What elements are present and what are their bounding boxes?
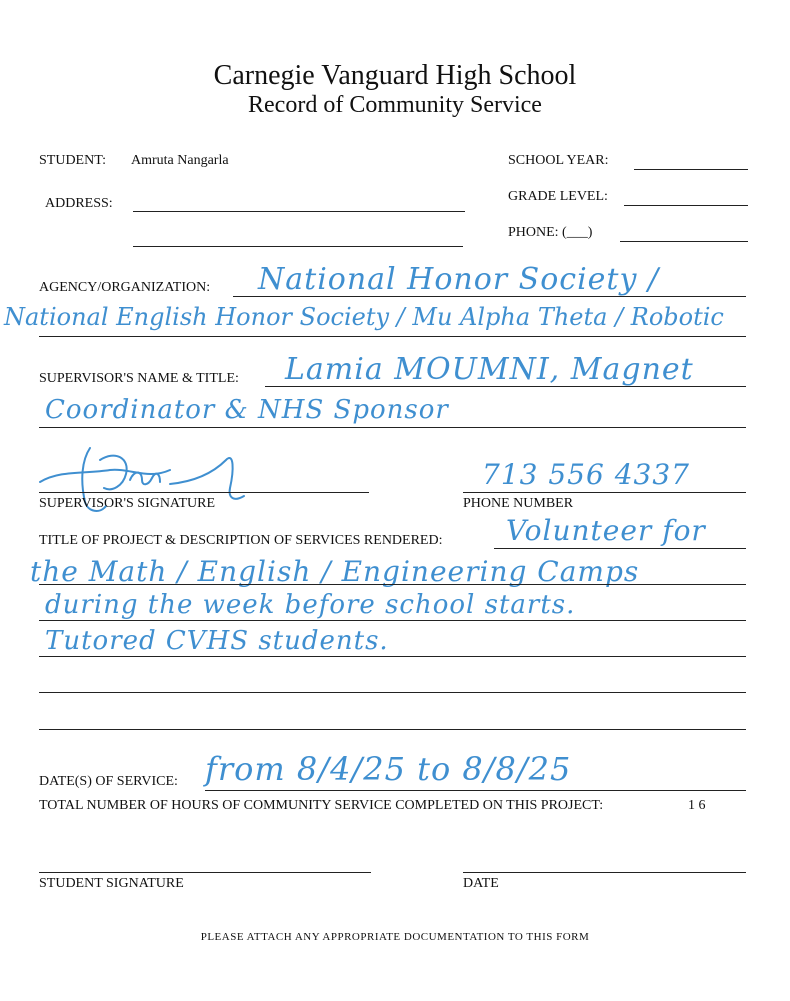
project-field-line-4[interactable] [39, 656, 746, 657]
dates-field-line[interactable] [205, 790, 746, 791]
student-name-value[interactable]: Amruta Nangarla [131, 153, 229, 168]
agency-field-line-1[interactable] [233, 296, 746, 297]
address-field-line-2[interactable] [133, 246, 463, 247]
supervisor-handwritten-line-1[interactable]: Lamia MOUMNI, Magnet [285, 352, 694, 387]
project-field-line-2[interactable] [39, 584, 746, 585]
supervisor-field-line-2[interactable] [39, 427, 746, 428]
attachment-note: PLEASE ATTACH ANY APPROPRIATE DOCUMENTATION TO THIS FORM [200, 931, 590, 943]
school-year-label: SCHOOL YEAR: [508, 153, 609, 168]
agency-field-line-2[interactable] [39, 336, 746, 337]
school-year-field[interactable] [634, 169, 748, 170]
hours-label: TOTAL NUMBER OF HOURS OF COMMUNITY SERVICE COMPLETED ON THIS PROJECT: [39, 798, 604, 813]
supervisor-field-line-1[interactable] [265, 386, 746, 387]
project-handwritten-line-1[interactable]: Volunteer for [506, 514, 706, 547]
project-field-line-6[interactable] [39, 729, 746, 730]
supervisor-label: SUPERVISOR'S NAME & TITLE: [39, 371, 239, 386]
supervisor-signature-label: SUPERVISOR'S SIGNATURE [39, 496, 216, 511]
dates-label: DATE(S) OF SERVICE: [39, 774, 178, 789]
phone-label: PHONE: (___) [508, 225, 593, 240]
dates-handwritten-value[interactable]: from 8/4/25 to 8/8/25 [205, 750, 572, 788]
date-field-line[interactable] [463, 872, 746, 873]
form-subtitle: Record of Community Service [248, 92, 542, 118]
supervisor-handwritten-line-2[interactable]: Coordinator & NHS Sponsor [45, 395, 449, 425]
project-field-line-5[interactable] [39, 692, 746, 693]
phone-number-line[interactable] [463, 492, 746, 493]
phone-number-label: PHONE NUMBER [463, 496, 574, 511]
address-field-line-1[interactable] [133, 211, 465, 212]
phone-field[interactable] [620, 241, 748, 242]
agency-handwritten-line-1[interactable]: National Honor Society / [258, 262, 660, 297]
form-title: Carnegie Vanguard High School [213, 60, 577, 91]
agency-label: AGENCY/ORGANIZATION: [39, 280, 211, 295]
grade-level-label: GRADE LEVEL: [508, 189, 608, 204]
agency-handwritten-line-2[interactable]: National English Honor Society / Mu Alpha Theta / Robotic [4, 303, 724, 331]
student-signature-label: STUDENT SIGNATURE [39, 876, 184, 891]
project-handwritten-line-4[interactable]: Tutored CVHS students. [45, 626, 389, 656]
project-handwritten-line-2[interactable]: the Math / English / Engineering Camps [30, 555, 640, 588]
hours-value[interactable]: 1 6 [688, 798, 706, 813]
project-field-line-3[interactable] [39, 620, 746, 621]
project-field-line-1[interactable] [494, 548, 746, 549]
project-label: TITLE OF PROJECT & DESCRIPTION OF SERVICES RENDERED: [39, 533, 443, 548]
grade-level-field[interactable] [624, 205, 748, 206]
project-handwritten-line-3[interactable]: during the week before school starts. [45, 590, 576, 620]
address-label: ADDRESS: [45, 196, 113, 211]
date-label: DATE [463, 876, 499, 891]
supervisor-signature-line[interactable] [39, 492, 369, 493]
student-label: STUDENT: [39, 153, 106, 168]
student-signature-line[interactable] [39, 872, 371, 873]
phone-number-handwritten[interactable]: 713 556 4337 [482, 458, 690, 491]
